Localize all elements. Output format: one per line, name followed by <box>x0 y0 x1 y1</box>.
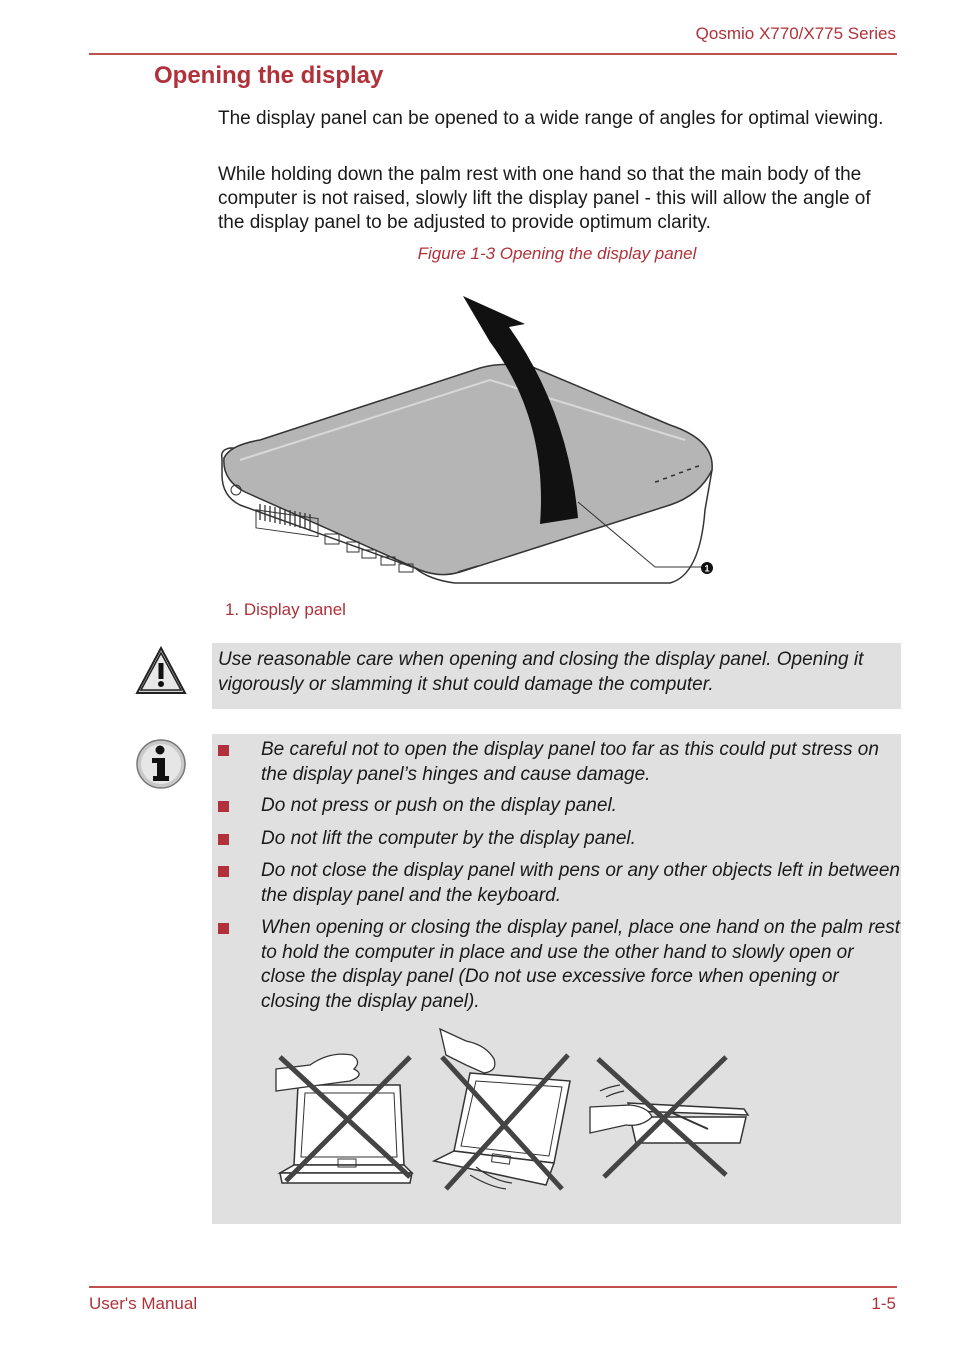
info-icon <box>135 738 187 790</box>
paragraph-2: While holding down the palm rest with one hand so that the main body of the computer is not raised, slowly lift the display panel - this will allow the angle of the display panel to be adjusted to provide optimum clarity. <box>218 164 871 233</box>
warning-triangle-icon <box>135 645 187 697</box>
illustration-lift-by-display <box>434 1029 570 1189</box>
footer-manual-title: User's Manual <box>89 1294 198 1313</box>
paragraph-1: The display panel can be opened to a wide range of angles for optimal viewing. <box>218 108 884 129</box>
bullet-text: Do not press or push on the display panel. <box>261 795 617 816</box>
section-title: Opening the display <box>154 62 384 89</box>
bullet-square-icon <box>218 923 229 934</box>
header-series: Qosmio X770/X775 Series <box>695 24 896 43</box>
header-rule <box>89 53 897 55</box>
figure-legend: 1. Display panel <box>225 600 346 619</box>
illustration-object-in-display <box>590 1057 748 1177</box>
laptop-opening-illustration <box>200 280 740 590</box>
bullet-text: Do not lift the computer by the display panel. <box>261 828 636 849</box>
bullet-text: When opening or closing the display panel, place one hand on the palm rest to hold the computer in place and use the other hand to slowly open or close the display panel (Do not use excessive force when opening or closing the display panel). <box>261 917 901 1012</box>
footer-rule <box>89 1286 897 1288</box>
bullet-square-icon <box>218 745 229 756</box>
bullet-square-icon <box>218 834 229 845</box>
caution-text: Use reasonable care when opening and closing the display panel. Opening it vigorously or slamming it shut could damage the computer. <box>218 649 864 695</box>
bullet-square-icon <box>218 866 229 877</box>
footer-page-number: 1-5 <box>871 1294 896 1313</box>
figure-caption: Figure 1-3 Opening the display panel <box>417 244 697 263</box>
illustration-press-display <box>276 1054 412 1183</box>
improper-handling-illustrations <box>270 1025 760 1195</box>
bullet-text: Do not close the display panel with pens or any other objects left in between the display panel and the keyboard. <box>261 860 900 906</box>
bullet-text: Be careful not to open the display panel too far as this could put stress on the display panel’s hinges and cause damage. <box>261 739 879 785</box>
callout-number: 1 <box>704 563 710 574</box>
bullet-square-icon <box>218 801 229 812</box>
